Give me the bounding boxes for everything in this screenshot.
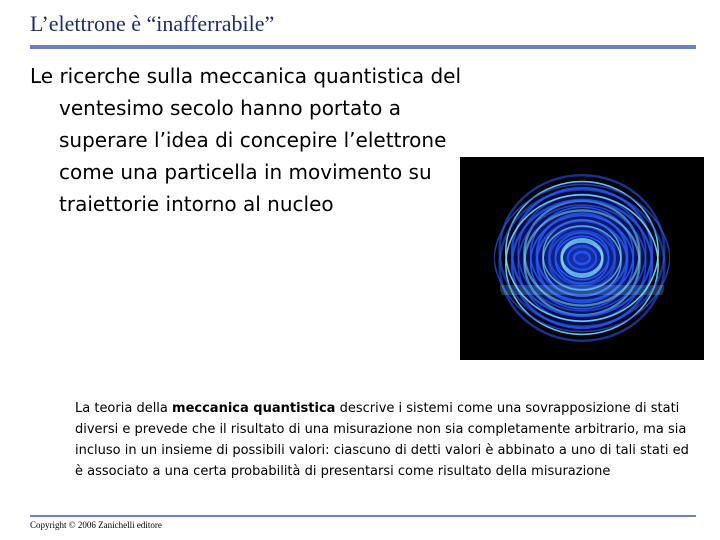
body-paragraph: Le ricerche sulla meccanica quantistica del ventesimo secolo hanno portato a superare l’idea di concepire l’elettrone come una particella in movimento su traiettorie intorno al nucleo <box>30 64 462 216</box>
slide-title: L’elettrone è “inafferrabile” <box>30 11 275 36</box>
caption-text-end: descrive i sistemi come una sovrapposizione di stati diversi e prevede che il risultato di una misurazione non sia completamente arbitrario, ma sia incluso in un insieme di possibili valori: ciascuno di detti valori è abbinato a uno di tali stati ed è associato a una certa probabilità di presentarsi come risultato della misurazione <box>75 401 689 479</box>
footer-divider <box>30 515 696 517</box>
electron-orbital-image <box>460 157 704 360</box>
orbital-band <box>500 285 664 295</box>
orbital-svg <box>460 157 704 360</box>
copyright-text: Copyright © 2006 Zanichelli editore <box>30 520 162 530</box>
caption-bold-term: meccanica quantistica <box>172 401 336 416</box>
caption-paragraph <box>75 398 700 482</box>
caption-text-start: La teoria della <box>75 401 173 416</box>
title-divider <box>30 45 696 49</box>
